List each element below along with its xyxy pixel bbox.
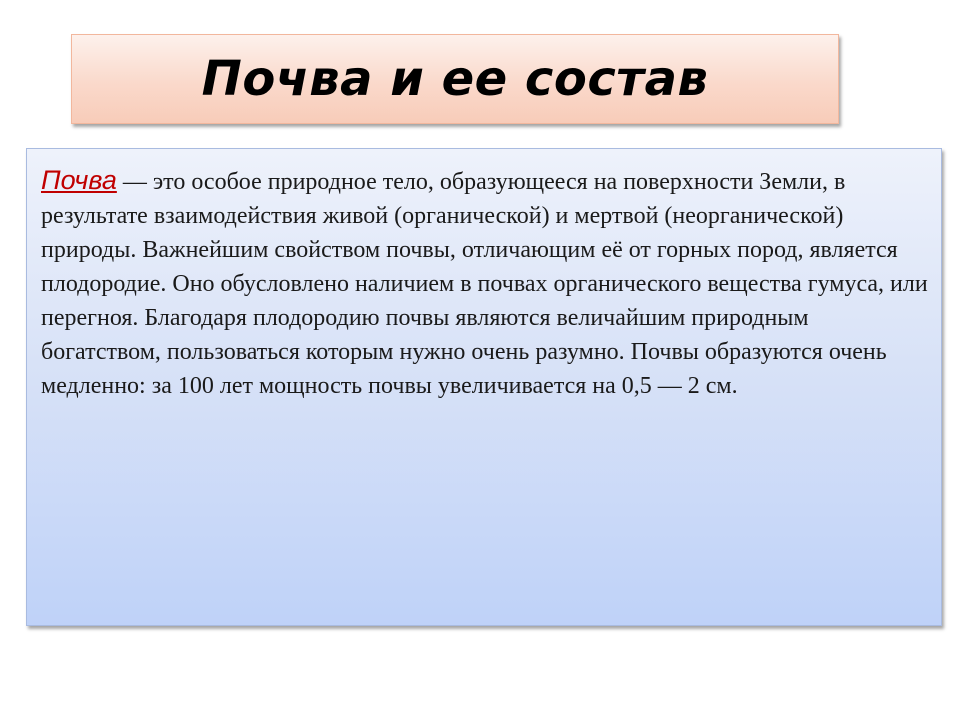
definition-paragraph	[41, 163, 929, 403]
content-box	[26, 148, 942, 626]
title-box	[71, 34, 839, 124]
definition-text: — это особое природное тело, образующееся на поверхности Земли, в результате взаимодействия живой (органической) и мертвой (неорганической) природы. Важнейшим свойством почвы, отличающим её от горных пород, является плодородие. Оно обусловлено наличием в почвах органического вещества гумуса, или перегноя. Благодаря плодородию почвы являются величайшим природным богатством, пользоваться которым нужно очень разумно. Почвы образуются очень медленно: за 100 лет мощность почвы увеличивается на 0,5 — 2 см.	[41, 169, 928, 399]
slide-title: Почва и ее состав	[201, 51, 709, 107]
term-highlight: Почва	[41, 165, 117, 195]
